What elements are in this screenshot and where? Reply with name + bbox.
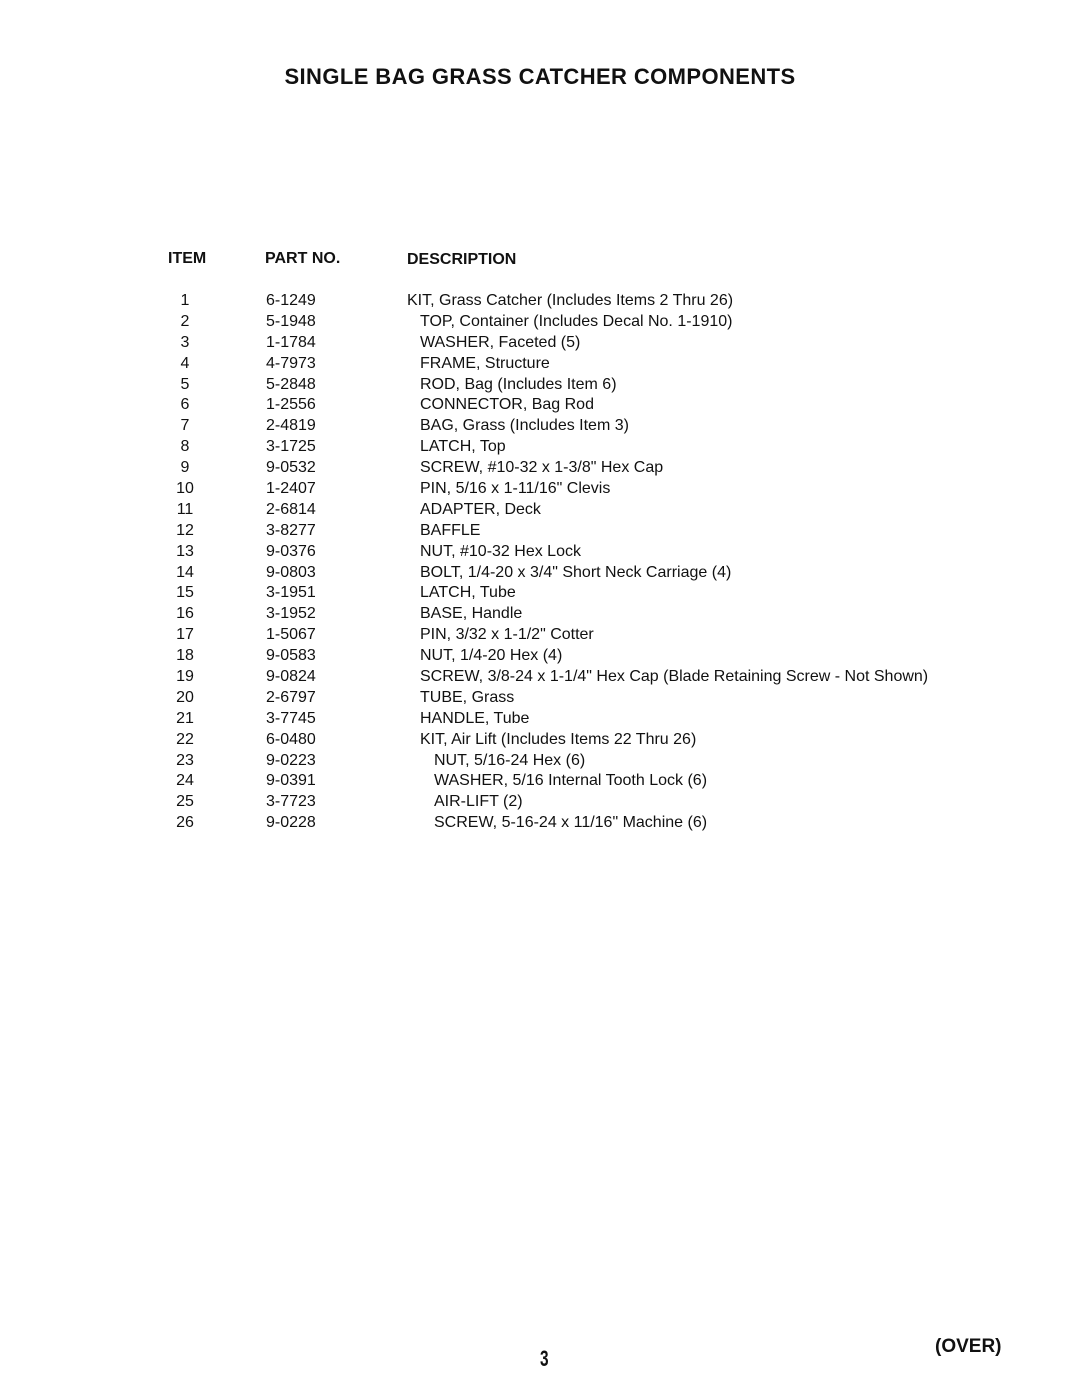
item-number: 22 <box>176 730 194 748</box>
part-description: KIT, Air Lift (Includes Items 22 Thru 26) <box>420 730 697 748</box>
parts-table <box>0 291 1080 834</box>
part-number: 3-1952 <box>266 605 316 623</box>
part-description: NUT, #10-32 Hex Lock <box>420 542 581 560</box>
part-number: 2-6797 <box>266 688 316 706</box>
part-description: BAG, Grass (Includes Item 3) <box>420 417 629 435</box>
column-header-description: DESCRIPTION <box>407 251 517 268</box>
item-number: 25 <box>176 793 194 811</box>
page-title: SINGLE BAG GRASS CATCHER COMPONENTS <box>284 64 796 89</box>
table-row <box>0 792 1080 813</box>
table-row <box>0 333 1080 354</box>
item-number: 20 <box>176 688 194 706</box>
table-row <box>0 479 1080 500</box>
part-number: 3-7745 <box>266 709 316 727</box>
table-row <box>0 375 1080 396</box>
page-number: 3 <box>540 1346 549 1371</box>
item-number: 12 <box>176 521 194 539</box>
item-number: 19 <box>176 668 194 686</box>
part-number: 2-4819 <box>266 417 316 435</box>
part-description: WASHER, 5/16 Internal Tooth Lock (6) <box>434 772 708 790</box>
part-description: NUT, 5/16-24 Hex (6) <box>434 751 586 769</box>
part-description: BOLT, 1/4-20 x 3/4" Short Neck Carriage (4) <box>420 563 732 581</box>
item-number: 3 <box>180 333 190 351</box>
column-header-part-no: PART NO. <box>265 250 341 267</box>
table-row <box>0 667 1080 688</box>
table-row <box>0 500 1080 521</box>
part-description: ADAPTER, Deck <box>420 500 541 518</box>
continue-label: (OVER) <box>935 1336 1002 1357</box>
part-description: PIN, 5/16 x 1-11/16" Clevis <box>420 480 611 498</box>
part-number: 9-0223 <box>266 751 316 769</box>
item-number: 4 <box>180 354 190 372</box>
part-number: 1-2556 <box>266 396 316 414</box>
table-row <box>0 458 1080 479</box>
table-row <box>0 709 1080 730</box>
part-number: 9-0532 <box>266 459 316 477</box>
part-number: 9-0803 <box>266 563 316 581</box>
table-row <box>0 395 1080 416</box>
part-number: 1-1784 <box>266 333 316 351</box>
part-number: 3-7723 <box>266 793 316 811</box>
table-row <box>0 751 1080 772</box>
table-row <box>0 542 1080 563</box>
table-row <box>0 291 1080 312</box>
part-number: 3-1725 <box>266 438 316 456</box>
part-description: KIT, Grass Catcher (Includes Items 2 Thru 26) <box>407 292 734 309</box>
item-number: 15 <box>176 584 194 602</box>
part-description: FRAME, Structure <box>420 354 550 372</box>
table-row <box>0 563 1080 584</box>
table-row <box>0 730 1080 751</box>
part-description: SCREW, #10-32 x 1-3/8" Hex Cap <box>420 459 664 477</box>
item-number: 13 <box>176 542 194 560</box>
part-description: ROD, Bag (Includes Item 6) <box>420 375 617 393</box>
column-header-item: ITEM <box>168 250 207 267</box>
table-row <box>0 813 1080 834</box>
item-number: 6 <box>180 396 190 414</box>
table-row <box>0 771 1080 792</box>
item-number: 10 <box>176 480 194 498</box>
part-description: WASHER, Faceted (5) <box>420 333 581 351</box>
item-number: 5 <box>180 375 190 393</box>
part-description: AIR-LIFT (2) <box>434 793 523 811</box>
part-number: 9-0391 <box>266 772 316 790</box>
part-number: 2-6814 <box>266 500 316 518</box>
item-number: 21 <box>176 709 194 727</box>
part-description: BASE, Handle <box>420 605 523 623</box>
part-description: BAFFLE <box>420 521 481 539</box>
part-description: LATCH, Top <box>420 438 506 456</box>
part-number: 6-0480 <box>266 730 316 748</box>
item-number: 24 <box>176 772 194 790</box>
table-row <box>0 312 1080 333</box>
part-description: PIN, 3/32 x 1-1/2" Cotter <box>420 626 594 644</box>
part-description: TUBE, Grass <box>420 688 515 706</box>
item-number: 9 <box>180 459 190 477</box>
part-description: LATCH, Tube <box>420 584 516 602</box>
item-number: 7 <box>180 417 190 435</box>
item-number: 17 <box>176 626 194 644</box>
part-number: 6-1249 <box>266 292 316 309</box>
part-number: 5-2848 <box>266 375 316 393</box>
part-number: 3-8277 <box>266 521 316 539</box>
table-row <box>0 521 1080 542</box>
item-number: 16 <box>176 605 194 623</box>
part-number: 3-1951 <box>266 584 316 602</box>
table-row <box>0 437 1080 458</box>
part-number: 9-0228 <box>266 814 316 832</box>
part-description: SCREW, 3/8-24 x 1-1/4" Hex Cap (Blade Retaining Screw - Not Shown) <box>420 668 929 686</box>
part-number: 9-0376 <box>266 542 316 560</box>
item-number: 8 <box>180 438 190 456</box>
item-number: 11 <box>176 500 194 518</box>
item-number: 1 <box>180 292 190 309</box>
table-row <box>0 646 1080 667</box>
part-description: CONNECTOR, Bag Rod <box>420 396 594 414</box>
part-number: 1-5067 <box>266 626 316 644</box>
table-row <box>0 604 1080 625</box>
item-number: 23 <box>176 751 194 769</box>
part-description: HANDLE, Tube <box>420 709 530 727</box>
part-number: 9-0583 <box>266 647 316 665</box>
item-number: 26 <box>176 814 194 832</box>
table-row <box>0 625 1080 646</box>
table-row <box>0 416 1080 437</box>
item-number: 2 <box>180 312 190 330</box>
item-number: 14 <box>176 563 194 581</box>
table-row <box>0 354 1080 375</box>
part-description: NUT, 1/4-20 Hex (4) <box>420 647 563 665</box>
part-number: 5-1948 <box>266 312 316 330</box>
part-number: 1-2407 <box>266 480 316 498</box>
part-number: 4-7973 <box>266 354 316 372</box>
part-number: 9-0824 <box>266 668 316 686</box>
table-row <box>0 583 1080 604</box>
item-number: 18 <box>176 647 194 665</box>
table-row <box>0 688 1080 709</box>
part-description: SCREW, 5-16-24 x 11/16" Machine (6) <box>434 814 708 832</box>
part-description: TOP, Container (Includes Decal No. 1-1910) <box>420 312 733 330</box>
